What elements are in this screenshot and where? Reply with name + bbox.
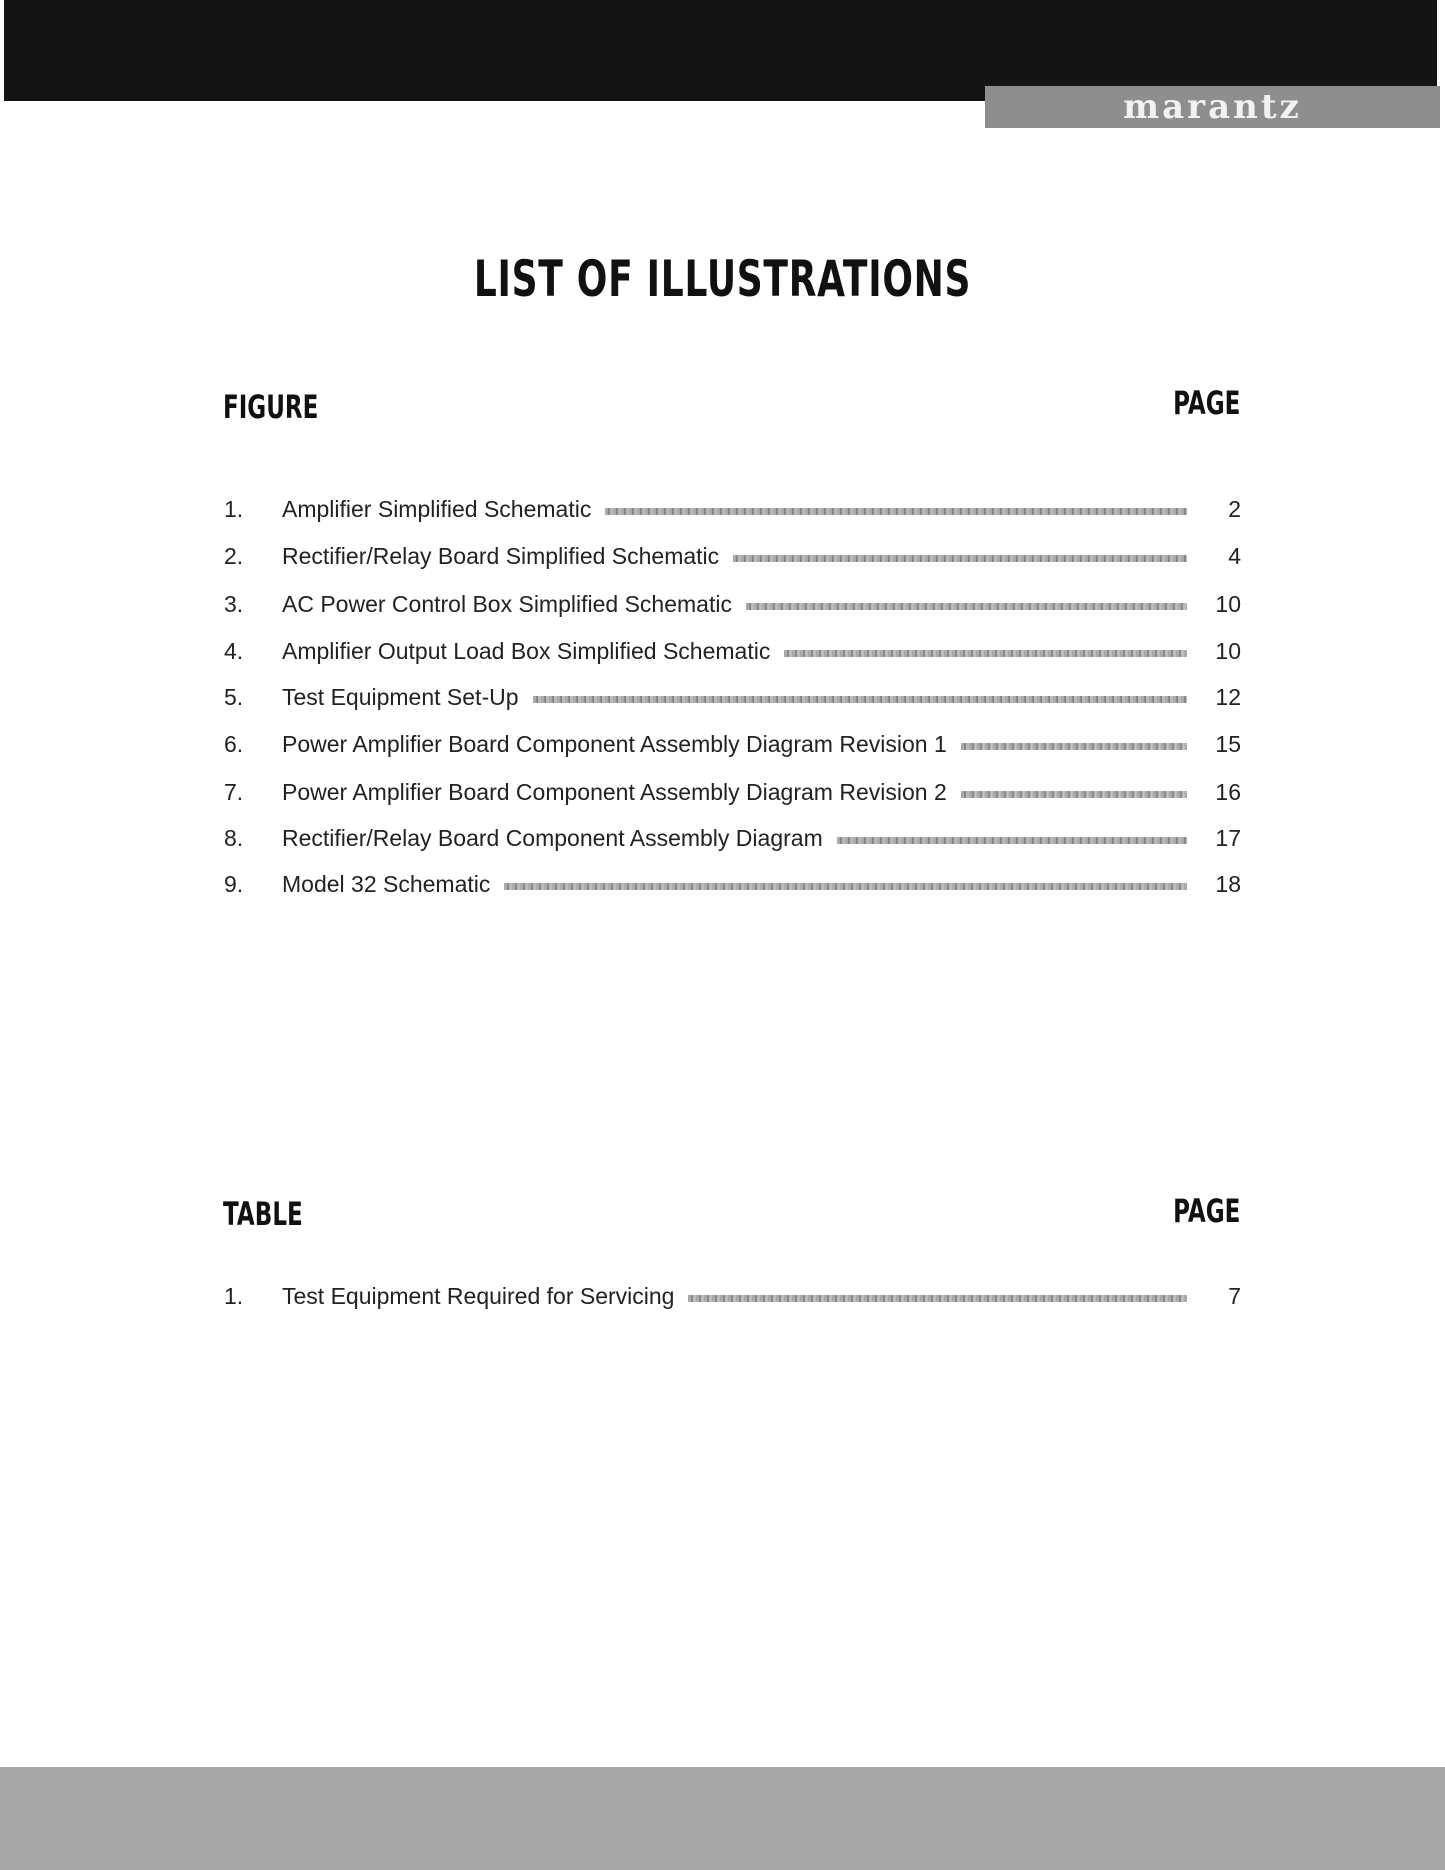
item-page: 12 [1215, 683, 1241, 710]
item-number: 5. [224, 683, 244, 710]
dot-leader [733, 555, 1187, 562]
page-title: LIST OF ILLUSTRATIONS [473, 250, 972, 308]
item-page: 10 [1215, 590, 1241, 617]
table-heading: TABLE [223, 1195, 303, 1233]
dot-leader [504, 883, 1187, 890]
dot-leader [837, 837, 1187, 844]
item-number: 1. [224, 1282, 244, 1309]
figure-page-heading: PAGE [1172, 384, 1240, 422]
table-page-heading: PAGE [1172, 1192, 1240, 1230]
item-page: 17 [1215, 824, 1241, 851]
item-label: Test Equipment Required for Servicing [282, 1282, 675, 1309]
item-label: Amplifier Output Load Box Simplified Schematic [282, 637, 771, 664]
dot-leader [688, 1295, 1187, 1302]
item-number: 2. [224, 542, 244, 569]
item-label: Rectifier/Relay Board Simplified Schematic [282, 542, 720, 569]
item-page: 16 [1215, 778, 1241, 805]
item-label: Amplifier Simplified Schematic [282, 495, 592, 522]
item-label: Rectifier/Relay Board Component Assembly Diagram [282, 824, 823, 851]
footer-band [0, 1767, 1445, 1870]
dot-leader [784, 650, 1187, 657]
item-number: 6. [224, 730, 244, 757]
dot-leader [746, 603, 1187, 610]
item-label: Power Amplifier Board Component Assembly Diagram Revision 1 [282, 730, 947, 757]
dot-leader [533, 696, 1187, 703]
item-page: 10 [1215, 637, 1241, 664]
item-number: 4. [224, 637, 244, 664]
item-label: Model 32 Schematic [282, 870, 491, 897]
item-number: 9. [224, 870, 244, 897]
item-label: Test Equipment Set-Up [282, 683, 519, 710]
item-page: 4 [1228, 542, 1241, 569]
list-item[interactable] [224, 541, 1241, 571]
item-page: 7 [1228, 1282, 1241, 1309]
item-number: 1. [224, 495, 244, 522]
list-item[interactable] [224, 682, 1241, 712]
dot-leader [961, 743, 1187, 750]
item-label: AC Power Control Box Simplified Schematic [282, 590, 732, 617]
list-item[interactable] [224, 1281, 1241, 1311]
item-label: Power Amplifier Board Component Assembly Diagram Revision 2 [282, 778, 947, 805]
list-item[interactable] [224, 589, 1241, 619]
list-item[interactable] [224, 729, 1241, 759]
list-item[interactable] [224, 636, 1241, 666]
list-item[interactable] [224, 823, 1241, 853]
brand-logo-text: marantz [1123, 87, 1302, 127]
dot-leader [605, 508, 1187, 515]
item-page: 18 [1215, 870, 1241, 897]
item-number: 7. [224, 778, 244, 805]
item-page: 2 [1228, 495, 1241, 522]
item-page: 15 [1215, 730, 1241, 757]
brand-logo [985, 86, 1440, 128]
item-number: 3. [224, 590, 244, 617]
list-item[interactable] [224, 494, 1241, 524]
figure-heading: FIGURE [223, 388, 319, 426]
item-number: 8. [224, 824, 244, 851]
list-item[interactable] [224, 869, 1241, 899]
dot-leader [961, 791, 1187, 798]
list-item[interactable] [224, 777, 1241, 807]
